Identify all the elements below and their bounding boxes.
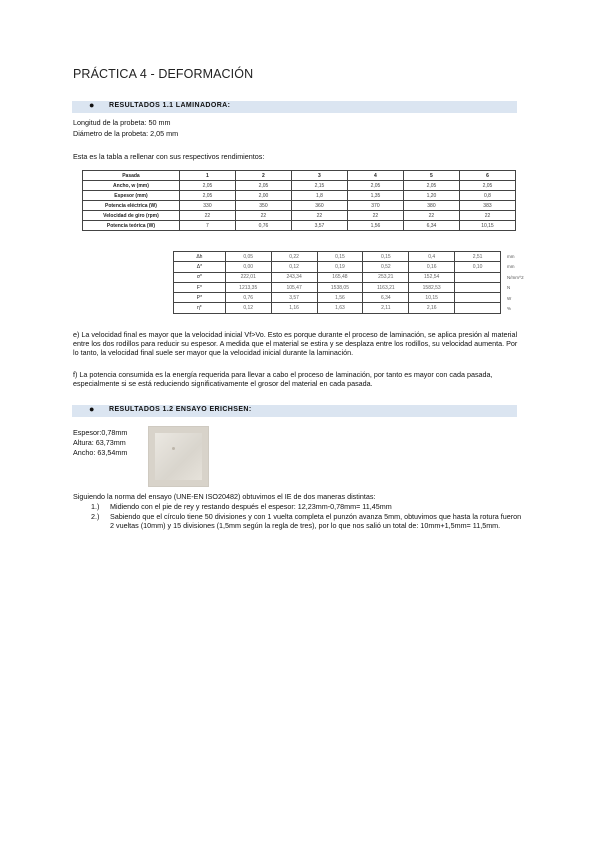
table-cell: 2,05 [347, 181, 403, 191]
table-cell: 1,56 [317, 293, 363, 303]
table-cell: 22 [403, 211, 459, 221]
table-cell: 10,15 [409, 293, 455, 303]
table-cell: 3 [291, 171, 347, 181]
table-cell: 1,56 [347, 221, 403, 231]
unit-label: N/mm^2 [507, 274, 524, 280]
table-row [174, 282, 501, 292]
table-cell: Pasada [83, 171, 180, 181]
specimen-photo [148, 426, 209, 487]
list-text: Sabiendo que el círculo tiene 50 divisiones y con 1 vuelta completa el punzón avanza 5mm, obtuvimos que hasta la rotura fueron 2 vueltas (10mm) y 15 divisiones (1,5mm según la regla de tres), por lo que nos salió un total de: 10mm+1,5mm= 11,5mm. [110, 512, 522, 530]
table-cell: 6,34 [363, 293, 409, 303]
table-cell: σ* [174, 272, 226, 282]
table-row [174, 252, 501, 262]
section-header-erichsen [72, 405, 517, 417]
paragraph-e: e) La velocidad final es mayor que la velocidad inicial Vf>Vo. Esto es porque durante el proceso de laminación, se aplica presión al material entre los dos rodillos para reducir su espesor. A medida que el material se estira y se desplaza entre los rodillos, su velocidad aumenta. Por lo tanto, la velocidad final suele ser mayor que la velocidad inicial durante la laminación. [73, 330, 518, 357]
list-item [91, 512, 523, 530]
unit-label: % [507, 306, 512, 311]
table-cell: 6 [459, 171, 515, 181]
table-cell: Potencia eléctrica (W) [83, 201, 180, 211]
table-row [174, 262, 501, 272]
unit-label: N [507, 285, 511, 291]
table-cell: 22 [459, 211, 515, 221]
table-cell: 1,20 [403, 191, 459, 201]
bullet-icon: ● [89, 404, 95, 414]
table-cell [455, 282, 501, 292]
table-cell: 22 [235, 211, 291, 221]
table-row [83, 181, 516, 191]
unit-label: mm [507, 254, 515, 259]
table-cell: 380 [403, 201, 459, 211]
section-header-laminadora [72, 101, 517, 113]
table-cell: 4 [347, 171, 403, 181]
paragraph-f: f) La potencia consumida es la energía requerida para llevar a cabo el proceso de laminación, por tanto es mayor con cada pasada, especialmente si se está reduciendo significativamente el grosor del material en cada pasada. [73, 370, 493, 388]
erichsen-height: Altura: 63,73mm [73, 438, 126, 447]
erichsen-width: Ancho: 63,54mm [73, 448, 128, 457]
table-cell: 0,12 [225, 303, 271, 313]
section-heading: RESULTADOS 1.1 LAMINADORA: [109, 102, 231, 109]
erichsen-thickness: Espesor:0,78mm [73, 428, 128, 437]
unit-label: mm [507, 264, 515, 270]
table-row [83, 171, 516, 181]
table-cell: P* [174, 293, 226, 303]
table-cell: 5 [403, 171, 459, 181]
section-heading: RESULTADOS 1.2 ENSAYO ERICHSEN: [109, 406, 252, 413]
table-cell: F* [174, 282, 226, 292]
table-cell: Δh [174, 252, 226, 262]
table-cell: 3,57 [271, 293, 317, 303]
table-cell: 0,8 [459, 191, 515, 201]
table-cell: 370 [347, 201, 403, 211]
table-cell: 10,15 [459, 221, 515, 231]
table-cell: 1,63 [317, 303, 363, 313]
table-cell: 2,05 [179, 181, 235, 191]
table-cell: 0,4 [409, 252, 455, 262]
table-cell: 2,05 [179, 191, 235, 201]
table-cell: 22 [179, 211, 235, 221]
table-cell: 350 [235, 201, 291, 211]
list-number: 2.) [91, 512, 100, 521]
results-table-laminadora [82, 170, 516, 231]
table-cell: 2,11 [363, 303, 409, 313]
page-title: PRÁCTICA 4 - DEFORMACIÓN [73, 67, 254, 81]
table-cell: 0,00 [225, 262, 271, 272]
specimen-dome [172, 447, 175, 450]
table-cell: 1538,05 [317, 282, 363, 292]
table-cell [455, 293, 501, 303]
table-cell: 360 [291, 201, 347, 211]
table-cell: Espesor (mm) [83, 191, 180, 201]
table-cell: 2 [235, 171, 291, 181]
table-cell: 152,54 [409, 272, 455, 282]
table-cell: 0,05 [225, 252, 271, 262]
table-cell: 222,01 [225, 272, 271, 282]
table-cell: 383 [459, 201, 515, 211]
table-cell: η* [174, 303, 226, 313]
table-cell: 6,34 [403, 221, 459, 231]
table-cell: 1213,35 [225, 282, 271, 292]
table-cell: 1,35 [347, 191, 403, 201]
table-cell: 0,76 [225, 293, 271, 303]
table-cell: 2,00 [235, 191, 291, 201]
table-cell: 0,15 [363, 252, 409, 262]
table-row [83, 211, 516, 221]
table-cell: 1 [179, 171, 235, 181]
table-cell: 2,05 [403, 181, 459, 191]
table-cell: Velocidad de giro (rpm) [83, 211, 180, 221]
specimen-diameter: Diámetro de la probeta: 2,05 mm [73, 129, 179, 138]
list-item [91, 502, 523, 511]
table-cell: 22 [291, 211, 347, 221]
table-cell: 0,76 [235, 221, 291, 231]
table-cell: 0,19 [317, 262, 363, 272]
table-row [83, 201, 516, 211]
specimen-length: Longitud de la probeta: 50 mm [73, 118, 171, 127]
table-cell: 1,16 [271, 303, 317, 313]
table-cell: 0,22 [271, 252, 317, 262]
table-row [174, 272, 501, 282]
table-cell: 3,57 [291, 221, 347, 231]
unit-label: W [507, 295, 512, 301]
table-cell: 0,12 [271, 262, 317, 272]
table-cell: Δ* [174, 262, 226, 272]
table-cell: 0,52 [363, 262, 409, 272]
table-row [174, 293, 501, 303]
norm-text: Siguiendo la norma del ensayo (UNE-EN ISO20482) obtuvimos el IE de dos maneras distintas: [73, 492, 376, 501]
table-row [174, 303, 501, 313]
table-cell: 1,8 [291, 191, 347, 201]
table-cell: 0,10 [455, 262, 501, 272]
table-cell: 253,21 [363, 272, 409, 282]
table-cell: 1163,21 [363, 282, 409, 292]
table-cell: 22 [347, 211, 403, 221]
table-cell [455, 272, 501, 282]
table-cell: 7 [179, 221, 235, 231]
list-number: 1.) [91, 502, 100, 511]
table-cell: 1582,53 [409, 282, 455, 292]
table-row [83, 191, 516, 201]
specimen-sheet [155, 433, 202, 480]
table-cell: 2,15 [291, 181, 347, 191]
table-row [83, 221, 516, 231]
table-cell: 2,51 [455, 252, 501, 262]
table-cell: 105,47 [271, 282, 317, 292]
table-cell: 0,15 [317, 252, 363, 262]
table-cell: 2,16 [409, 303, 455, 313]
table-cell: 330 [179, 201, 235, 211]
table-cell: 2,05 [459, 181, 515, 191]
table-cell: Ancho, w (mm) [83, 181, 180, 191]
calculations-table [173, 251, 501, 314]
table-cell [455, 303, 501, 313]
table-cell: Potencia teórica (W) [83, 221, 180, 231]
table-cell: 243,34 [271, 272, 317, 282]
table-cell: 0,16 [409, 262, 455, 272]
table-cell: 2,05 [235, 181, 291, 191]
table-intro: Esta es la tabla a rellenar con sus respectivos rendimientos: [73, 152, 265, 161]
table-cell: 165,48 [317, 272, 363, 282]
bullet-icon: ● [89, 100, 95, 110]
list-text: Midiendo con el pie de rey y restando después el espesor: 12,23mm-0,78mm= 11,45mm [110, 502, 392, 511]
